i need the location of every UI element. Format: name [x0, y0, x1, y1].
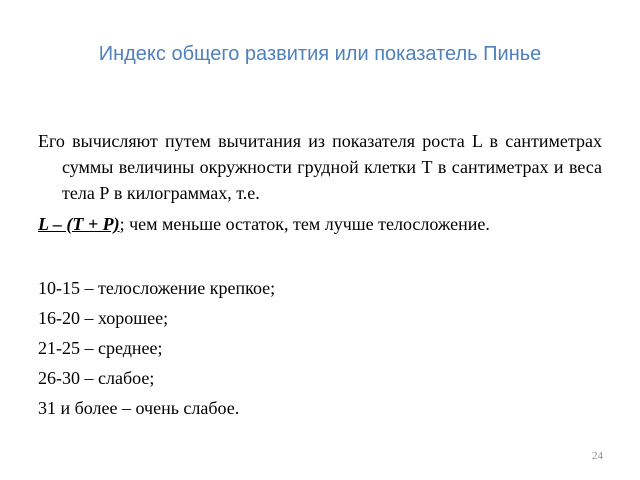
range-item: 31 и более – очень слабое.: [38, 398, 240, 418]
formula: L – (T + P): [38, 214, 120, 234]
range-item: 16-20 – хорошее;: [38, 308, 169, 328]
range-item: 10-15 – телосложение крепкое;: [38, 278, 276, 298]
slide-content: [38, 128, 602, 423]
spacer: [38, 237, 602, 273]
page-number: 24: [592, 450, 603, 462]
intro-paragraph: Его вычисляют путем вычитания из показателя роста L в сантиметрах суммы величины окружности грудной клетки Т в сантиметрах и веса тела Р в килограммах, т.е.: [38, 131, 602, 203]
formula-description: ; чем меньше остаток, тем лучше телосложение.: [119, 214, 490, 234]
range-list: [38, 273, 602, 423]
formula-line: [38, 211, 602, 237]
slide-title: Индекс общего развития или показатель Пинье: [98, 43, 542, 65]
range-item: 21-25 – среднее;: [38, 338, 163, 358]
range-item: 26-30 – слабое;: [38, 368, 155, 388]
